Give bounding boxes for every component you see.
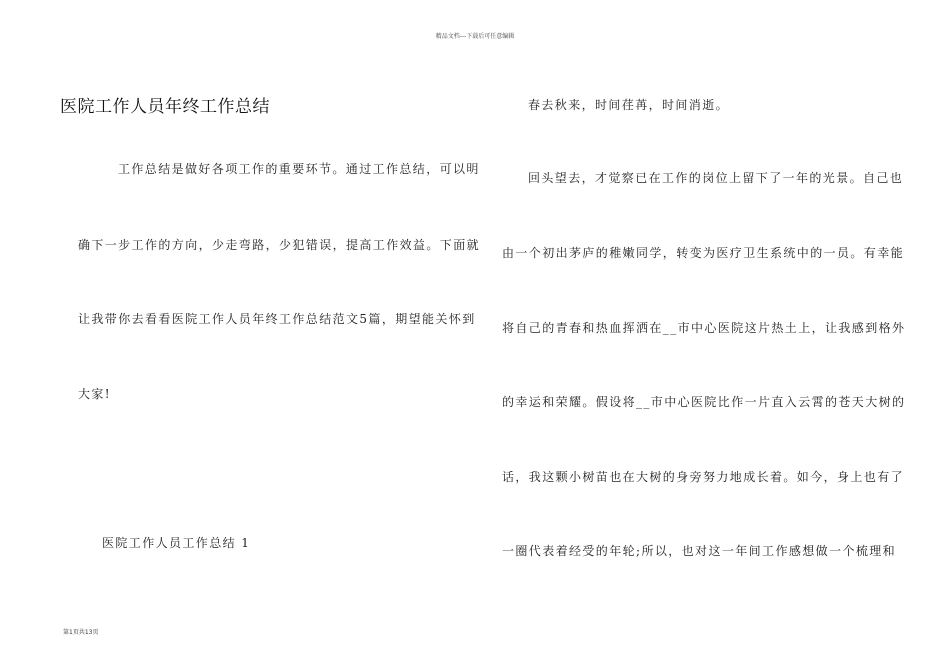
body-line: 回头望去，才觉察已在工作的岗位上留下了一年的光景。自己也 xyxy=(528,171,904,185)
intro-line: 工作总结是做好各项工作的重要环节。通过工作总结，可以明 xyxy=(118,162,480,176)
intro-line: 确下一步工作的方向，少走弯路，少犯错误，提高工作效益。下面就 xyxy=(78,238,481,252)
page-number: 第1页共13页 xyxy=(63,629,99,636)
section-heading: 医院工作人员工作总结 1 xyxy=(102,536,251,550)
body-line: 话，我这颗小树苗也在大树的身旁努力地成长着。如今，身上也有了 xyxy=(502,470,905,484)
intro-line: 大家! xyxy=(78,387,112,401)
body-line: 一圈代表着经受的年轮;所以，也对这一年间工作感想做一个梳理和 xyxy=(502,544,897,558)
header-note: 精品文档---下载后可任意编辑 xyxy=(435,33,515,40)
body-line: 的幸运和荣耀。假设将__市中心医院比作一片直入云霄的苍天大树的 xyxy=(502,395,906,409)
document-title: 医院工作人员年终工作总结 xyxy=(60,97,270,117)
body-line: 春去秋来，时间荏苒，时间消逝。 xyxy=(528,98,730,112)
intro-line: 让我带你去看看医院工作人员年终工作总结范文5篇，期望能关怀到 xyxy=(78,312,476,326)
body-line: 将自己的青春和热血挥洒在__市中心医院这片热土上，让我感到格外 xyxy=(502,321,906,335)
body-line: 由一个初出茅庐的稚嫩同学，转变为医疗卫生系统中的一员。有幸能 xyxy=(502,246,905,260)
